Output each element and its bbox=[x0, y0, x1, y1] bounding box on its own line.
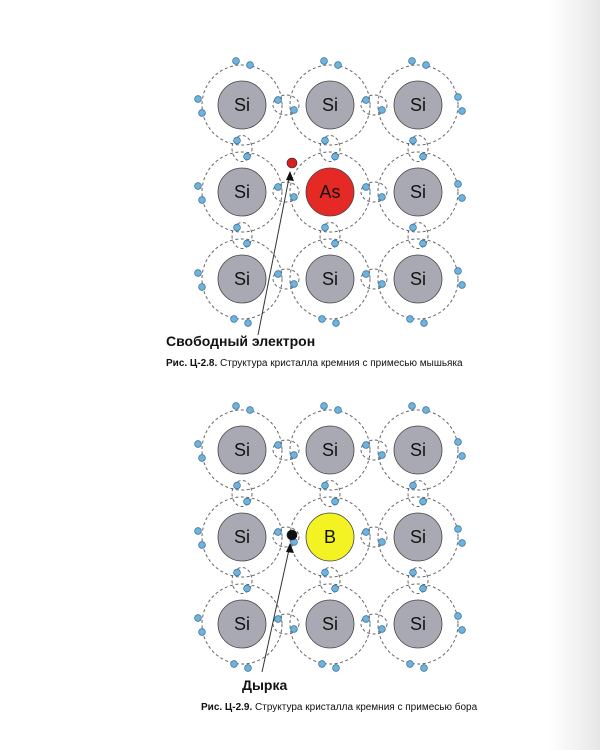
valence-electron bbox=[321, 403, 328, 410]
valence-electron bbox=[275, 184, 282, 191]
valence-electron bbox=[199, 197, 206, 204]
valence-electron bbox=[335, 407, 342, 414]
atom-grid bbox=[218, 81, 442, 303]
silicon-atom-label: Si bbox=[233, 527, 251, 547]
valence-electron bbox=[363, 184, 370, 191]
valence-electron bbox=[199, 455, 206, 462]
valence-electron bbox=[423, 407, 430, 414]
valence-electron bbox=[455, 526, 462, 533]
valence-electron bbox=[275, 529, 282, 536]
valence-electron bbox=[322, 569, 329, 576]
valence-electron bbox=[234, 137, 241, 144]
valence-electron bbox=[455, 94, 462, 101]
valence-electron bbox=[245, 665, 252, 672]
valence-electron bbox=[233, 403, 240, 410]
valence-electron bbox=[332, 240, 339, 247]
valence-electron bbox=[199, 542, 206, 549]
valence-electron bbox=[363, 529, 370, 536]
silicon-boron-crystal-diagram bbox=[0, 390, 600, 720]
valence-electron bbox=[199, 629, 206, 636]
arrowhead-icon bbox=[286, 171, 294, 181]
silicon-atom-label: Si bbox=[409, 269, 427, 289]
valence-electron bbox=[459, 108, 466, 115]
valence-electron bbox=[231, 661, 238, 668]
valence-electron bbox=[247, 407, 254, 414]
pointer-line bbox=[262, 545, 290, 672]
valence-electron bbox=[195, 528, 202, 535]
valence-electron bbox=[195, 183, 202, 190]
figure-caption-boron bbox=[201, 702, 477, 713]
valence-electron bbox=[319, 316, 326, 323]
valence-electron bbox=[275, 97, 282, 104]
silicon-atom-label: Si bbox=[321, 95, 339, 115]
valence-electron bbox=[233, 58, 240, 65]
valence-electron bbox=[379, 452, 386, 459]
impurity-atom-label: B bbox=[323, 527, 337, 547]
valence-electron bbox=[459, 540, 466, 547]
silicon-atom-label: Si bbox=[233, 269, 251, 289]
caption-text: Структура кристалла кремния с примесью бора bbox=[255, 702, 478, 713]
valence-electron bbox=[459, 627, 466, 634]
valence-electron bbox=[322, 137, 329, 144]
valence-electron bbox=[291, 107, 298, 114]
valence-electron bbox=[459, 282, 466, 289]
valence-electron bbox=[420, 153, 427, 160]
valence-electron bbox=[332, 498, 339, 505]
valence-electron bbox=[407, 661, 414, 668]
valence-electron bbox=[455, 181, 462, 188]
valence-electron bbox=[245, 320, 252, 327]
valence-electron bbox=[234, 482, 241, 489]
valence-electron bbox=[322, 224, 329, 231]
silicon-atom-label: Si bbox=[321, 614, 339, 634]
valence-electron bbox=[420, 498, 427, 505]
valence-electron bbox=[455, 613, 462, 620]
valence-electron bbox=[244, 240, 251, 247]
silicon-atom-label: Si bbox=[409, 527, 427, 547]
valence-electron bbox=[333, 320, 340, 327]
silicon-atom-label: Si bbox=[409, 182, 427, 202]
free-electron-callout: Свободный электрон bbox=[166, 333, 316, 349]
hole-callout: Дырка bbox=[242, 677, 288, 693]
valence-electron bbox=[379, 281, 386, 288]
silicon-atom-label: Si bbox=[321, 440, 339, 460]
valence-electron bbox=[363, 442, 370, 449]
silicon-atom-label: Si bbox=[233, 440, 251, 460]
silicon-atom-label: Si bbox=[409, 614, 427, 634]
silicon-atom-label: Si bbox=[321, 269, 339, 289]
valence-electron bbox=[379, 194, 386, 201]
silicon-arsenic-crystal-diagram bbox=[0, 45, 600, 375]
valence-electron bbox=[247, 62, 254, 69]
figure-caption-arsenic bbox=[166, 358, 463, 369]
valence-electron bbox=[421, 320, 428, 327]
valence-electron bbox=[319, 661, 326, 668]
caption-text: Структура кристалла кремния с примесью мышьяка bbox=[220, 358, 463, 369]
valence-electron bbox=[335, 62, 342, 69]
valence-electron bbox=[234, 569, 241, 576]
silicon-atom-label: Si bbox=[233, 95, 251, 115]
valence-electron bbox=[363, 616, 370, 623]
valence-electron bbox=[275, 442, 282, 449]
impurity-atom-label: As bbox=[319, 182, 341, 202]
valence-electron bbox=[321, 58, 328, 65]
valence-electron bbox=[455, 268, 462, 275]
valence-electron bbox=[407, 316, 414, 323]
valence-electron bbox=[199, 284, 206, 291]
silicon-atom-label: Si bbox=[233, 614, 251, 634]
valence-electron bbox=[199, 110, 206, 117]
caption-number: Рис. Ц-2.8. bbox=[166, 358, 218, 369]
valence-electron bbox=[421, 665, 428, 672]
silicon-atom-label: Si bbox=[409, 440, 427, 460]
valence-electron bbox=[455, 439, 462, 446]
valence-electron bbox=[332, 153, 339, 160]
valence-electron bbox=[275, 616, 282, 623]
valence-electron bbox=[244, 585, 251, 592]
valence-electron bbox=[275, 271, 282, 278]
valence-electron bbox=[410, 224, 417, 231]
valence-electron bbox=[379, 539, 386, 546]
free-electron-marker bbox=[287, 158, 297, 168]
valence-electron bbox=[234, 224, 241, 231]
valence-electron bbox=[410, 482, 417, 489]
valence-electron bbox=[291, 194, 298, 201]
valence-electron bbox=[420, 240, 427, 247]
hole-marker bbox=[287, 530, 297, 540]
valence-electron bbox=[420, 585, 427, 592]
silicon-atom-label: Si bbox=[233, 182, 251, 202]
valence-electron bbox=[291, 626, 298, 633]
valence-electron bbox=[410, 137, 417, 144]
valence-electron bbox=[423, 62, 430, 69]
valence-electron bbox=[459, 195, 466, 202]
valence-electron bbox=[244, 153, 251, 160]
valence-electron bbox=[409, 403, 416, 410]
valence-electron bbox=[291, 281, 298, 288]
valence-electron bbox=[195, 96, 202, 103]
caption-number: Рис. Ц-2.9. bbox=[201, 702, 253, 713]
valence-electron bbox=[333, 665, 340, 672]
valence-electron bbox=[291, 452, 298, 459]
valence-electron bbox=[459, 453, 466, 460]
valence-electron bbox=[195, 270, 202, 277]
valence-electron bbox=[379, 107, 386, 114]
valence-electron bbox=[244, 498, 251, 505]
valence-electron bbox=[363, 97, 370, 104]
silicon-atom-label: Si bbox=[409, 95, 427, 115]
valence-electron bbox=[322, 482, 329, 489]
valence-electron bbox=[231, 316, 238, 323]
valence-electron bbox=[379, 626, 386, 633]
atom-grid bbox=[218, 426, 442, 648]
valence-electron bbox=[195, 615, 202, 622]
valence-electron bbox=[409, 58, 416, 65]
valence-electron bbox=[332, 585, 339, 592]
valence-electron bbox=[195, 441, 202, 448]
valence-electron bbox=[363, 271, 370, 278]
valence-electron bbox=[410, 569, 417, 576]
